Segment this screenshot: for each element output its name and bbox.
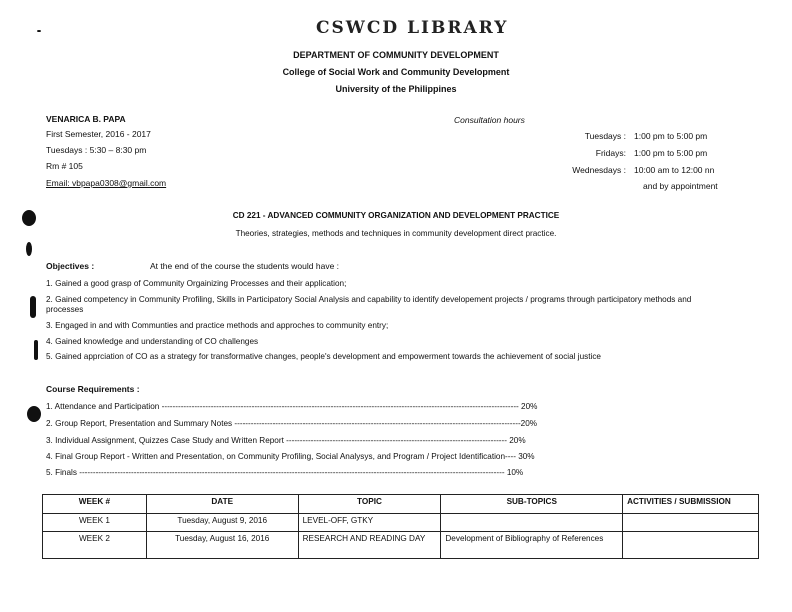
email-link[interactable]: Email: vbpapa0308@gmail.com <box>46 178 167 188</box>
date-cell: Tuesday, August 9, 2016 <box>146 514 298 532</box>
objective-item: 5. Gained apprciation of CO as a strategy for transformative changes, people's development and empowerment towards the achievement of social justice <box>46 352 601 361</box>
university-heading: University of the Philippines <box>335 84 457 94</box>
activity-cell <box>623 532 759 559</box>
scan-artifact <box>34 340 38 360</box>
objectives-intro: At the end of the course the students would have : <box>150 261 340 271</box>
topic-cell: RESEARCH AND READING DAY <box>298 532 441 559</box>
course-title: CD 221 - ADVANCED COMMUNITY ORGANIZATION AND DEVELOPMENT PRACTICE <box>232 211 560 220</box>
subtopic-cell <box>441 514 623 532</box>
objective-item: 4. Gained knowledge and understanding of CO challenges <box>46 337 259 346</box>
consultation-title: Consultation hours <box>454 115 525 125</box>
subtopic-cell: Development of Bibliography of References <box>441 532 623 559</box>
consult-day: Tuesdays : <box>584 131 626 141</box>
table-row <box>43 532 759 559</box>
instructor-name: VENARICA B. PAPA <box>46 114 126 124</box>
consult-appointment: and by appointment <box>643 181 718 191</box>
week-cell: WEEK 1 <box>43 514 147 532</box>
consult-time: 10:00 am to 12:00 nn <box>634 165 715 175</box>
column-header: WEEK # <box>43 495 147 514</box>
requirements-label: Course Requirements : <box>46 384 140 394</box>
requirement-item: 4. Final Group Report - Written and Presentation, on Community Profiling, Social Analysys, and Program / Project Identification---- 30% <box>46 452 535 461</box>
objective-item: 3. Engaged in and with Communties and practice methods and approches to community entry; <box>46 321 389 330</box>
schedule-table <box>42 494 759 559</box>
table-row <box>43 514 759 532</box>
topic-cell: LEVEL-OFF, GTKY <box>298 514 441 532</box>
consult-time: 1:00 pm to 5:00 pm <box>634 148 708 158</box>
scan-artifact <box>27 406 41 422</box>
consult-day: Fridays: <box>595 148 626 158</box>
column-header: DATE <box>146 495 298 514</box>
scan-artifact <box>26 242 32 256</box>
scan-artifact <box>37 30 41 32</box>
scan-artifact <box>30 296 36 318</box>
activity-cell <box>623 514 759 532</box>
library-stamp: CSWCD LIBRARY <box>316 18 509 38</box>
consult-day: Wednesdays : <box>572 165 626 175</box>
requirement-item: 5. Finals ------------------------------------------------------------------------------------------------------------------------------------------------------------ 10% <box>46 468 524 477</box>
week-cell: WEEK 2 <box>43 532 147 559</box>
requirement-item: 2. Group Report, Presentation and Summary Notes ---------------------------------------------------------------------------------------------------------20% <box>46 419 538 428</box>
column-header: TOPIC <box>298 495 441 514</box>
objective-item-continued: processes <box>46 305 84 314</box>
class-schedule: Tuesdays : 5:30 – 8:30 pm <box>46 145 147 155</box>
scan-artifact <box>22 210 36 226</box>
requirement-item: 3. Individual Assignment, Quizzes Case Study and Written Report --------------------------------------------------------------------------------- 20% <box>46 436 526 445</box>
requirement-item: 1. Attendance and Participation ----------------------------------------------------------------------------------------------------------------------------------- 20% <box>46 402 538 411</box>
objective-item: 1. Gained a good grasp of Community Orgainizing Processes and their application; <box>46 279 347 288</box>
objectives-label: Objectives : <box>46 261 95 271</box>
department-heading: DEPARTMENT OF COMMUNITY DEVELOPMENT <box>293 50 499 60</box>
objective-item: 2. Gained competency in Community Profiling, Skills in Participatory Social Analysis and capability to identify developement projects / programs through participatory methods and <box>46 295 692 304</box>
table-header-row <box>43 495 759 514</box>
room: Rm # 105 <box>46 161 83 171</box>
consult-time: 1:00 pm to 5:00 pm <box>634 131 708 141</box>
date-cell: Tuesday, August 16, 2016 <box>146 532 298 559</box>
course-subtitle: Theories, strategies, methods and techniques in community development direct practice. <box>235 229 557 238</box>
column-header: ACTIVITIES / SUBMISSION <box>623 495 759 514</box>
college-heading: College of Social Work and Community Development <box>282 67 510 77</box>
semester: First Semester, 2016 - 2017 <box>46 129 151 139</box>
column-header: SUB-TOPICS <box>441 495 623 514</box>
